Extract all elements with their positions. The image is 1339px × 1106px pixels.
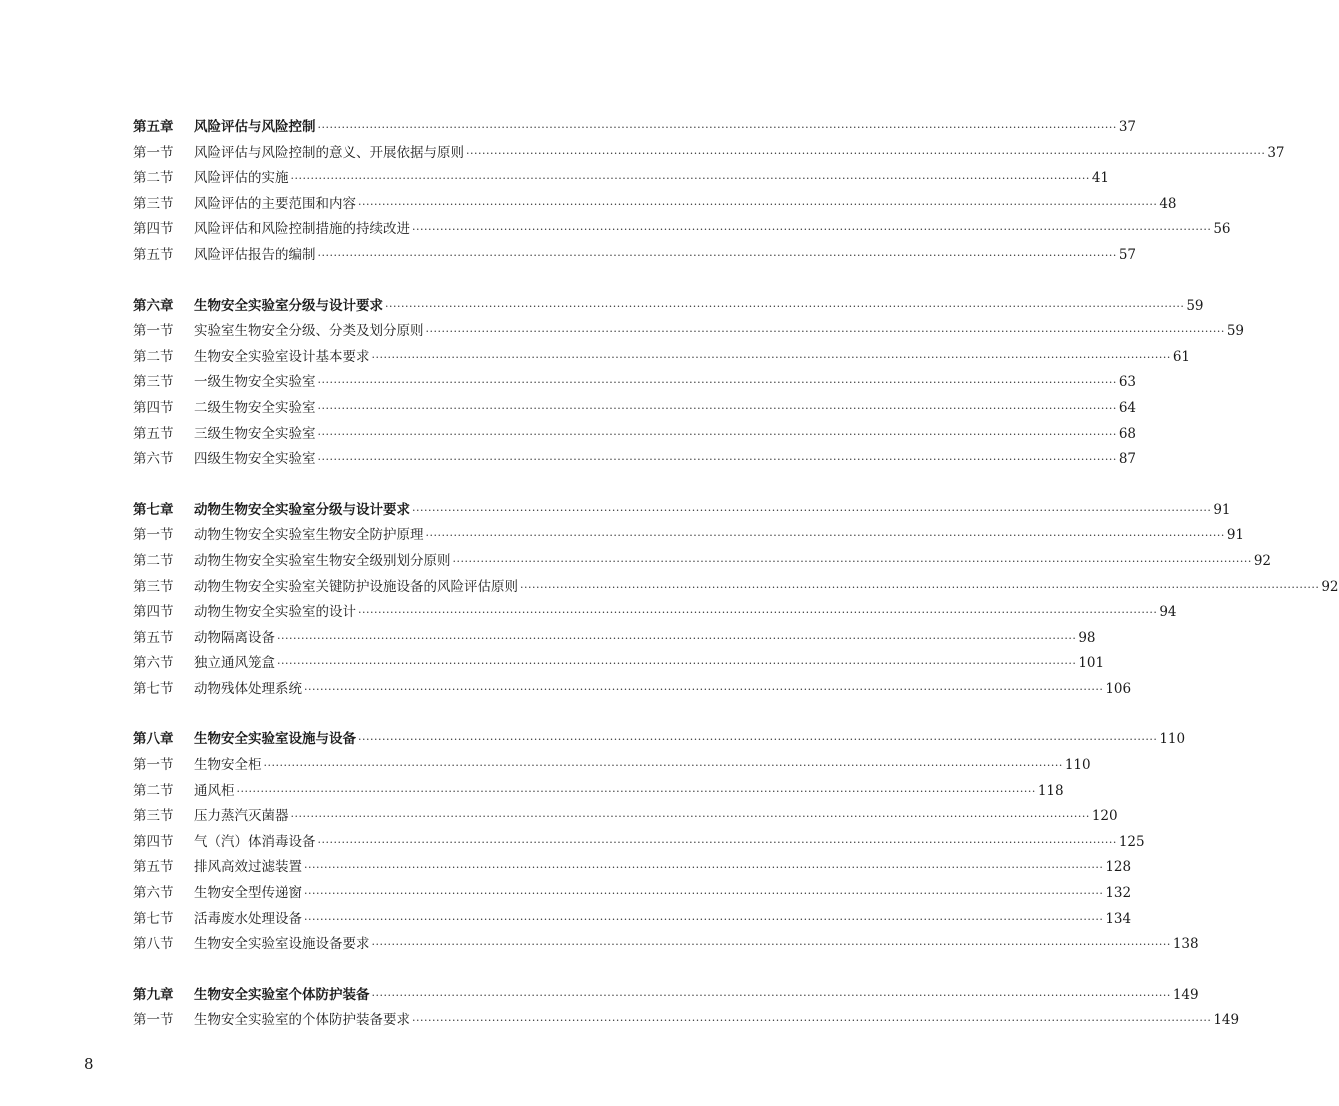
dot-leader: ········································································································································································································ [304, 912, 1104, 926]
page-reference: 120 [1091, 808, 1118, 825]
section-label: 第七节 [133, 910, 174, 927]
page-reference: 128 [1105, 859, 1132, 876]
dot-leader: ········································································································································································································ [452, 554, 1252, 568]
section-label: 第三节 [133, 374, 174, 391]
section-title: 活毒废水处理设备 [194, 910, 302, 927]
toc-section-entry[interactable] [133, 932, 1199, 958]
section-label: 第六节 [133, 655, 174, 672]
toc-section-entry[interactable] [133, 804, 1118, 830]
section-label: 第四节 [133, 833, 174, 850]
dot-leader: ········································································································································································································ [236, 784, 1036, 798]
section-label: 第三节 [133, 195, 174, 212]
dot-leader: ········································································································································································································ [317, 121, 1117, 134]
toc-chapter-entry[interactable] [133, 294, 1204, 320]
toc-section-entry[interactable] [133, 626, 1096, 652]
section-label: 第五节 [133, 629, 174, 646]
page-reference: 132 [1105, 885, 1132, 902]
chapter-title: 生物安全实验室分级与设计要求 [194, 297, 383, 314]
page-reference: 59 [1186, 297, 1204, 314]
chapter-title: 动物生物安全实验室分级与设计要求 [194, 501, 410, 518]
section-title: 排风高效过滤装置 [194, 859, 302, 876]
section-label: 第一节 [133, 323, 174, 340]
section-label: 第七节 [133, 680, 174, 697]
page-reference: 92 [1253, 552, 1272, 569]
chapter-title: 生物安全实验室设施与设备 [194, 731, 356, 748]
section-label: 第二节 [133, 782, 174, 799]
section-label: 第六节 [133, 451, 174, 468]
page-reference: 94 [1159, 604, 1177, 621]
section-label: 第四节 [133, 399, 174, 416]
section-label: 第四节 [133, 604, 174, 621]
section-label: 第五节 [133, 246, 174, 263]
section-title: 生物安全柜 [194, 757, 262, 774]
toc-section-entry[interactable] [133, 166, 1110, 192]
toc-section-entry[interactable] [133, 345, 1191, 371]
section-label: 第二节 [133, 170, 174, 187]
page-reference: 125 [1118, 833, 1145, 850]
page-reference: 64 [1118, 399, 1137, 416]
section-label: 第三节 [133, 808, 174, 825]
dot-leader: ········································································································································································································ [317, 401, 1117, 415]
chapter-block [133, 498, 1339, 703]
dot-leader: ········································································································································································································ [425, 325, 1225, 339]
chapter-label: 第五章 [133, 119, 174, 135]
dot-leader: ········································································································································································································ [520, 580, 1320, 594]
toc-section-entry[interactable] [133, 396, 1137, 422]
dot-leader: ········································································································································································································ [317, 248, 1117, 262]
page-reference: 91 [1226, 527, 1245, 544]
toc-section-entry[interactable] [133, 319, 1245, 345]
page-reference: 37 [1267, 144, 1285, 161]
toc-section-entry[interactable] [133, 575, 1339, 601]
section-label: 第一节 [133, 1012, 174, 1029]
toc-section-entry[interactable] [133, 881, 1132, 907]
section-title: 生物安全实验室设计基本要求 [194, 348, 370, 365]
page-reference: 118 [1037, 782, 1064, 799]
section-label: 第八节 [133, 936, 174, 953]
chapter-block [133, 294, 1245, 473]
section-title: 风险评估的主要范围和内容 [194, 195, 356, 212]
page-reference: 48 [1159, 195, 1177, 212]
section-title: 独立通风笼盒 [194, 655, 275, 672]
toc-section-entry[interactable] [133, 523, 1245, 549]
dot-leader: ········································································································································································································ [466, 146, 1266, 160]
section-title: 动物生物安全实验室生物安全防护原理 [194, 527, 424, 544]
section-title: 动物生物安全实验室关键防护设施设备的风险评估原则 [194, 578, 518, 595]
section-label: 第六节 [133, 885, 174, 902]
section-label: 第一节 [133, 527, 174, 544]
section-label: 第二节 [133, 348, 174, 365]
page-reference: 61 [1172, 348, 1191, 365]
section-title: 风险评估报告的编制 [194, 246, 316, 263]
page-reference: 57 [1118, 246, 1137, 263]
toc-chapter-entry[interactable] [133, 498, 1231, 524]
section-label: 第一节 [133, 144, 174, 161]
section-title: 生物安全型传递窗 [194, 885, 302, 902]
page-number: 8 [84, 1055, 94, 1073]
section-label: 第四节 [133, 221, 174, 238]
toc-section-entry[interactable] [133, 600, 1177, 626]
dot-leader: ········································································································································································································ [304, 887, 1104, 901]
page-reference: 41 [1091, 170, 1110, 187]
section-title: 通风柜 [194, 782, 235, 799]
toc-section-entry[interactable] [133, 370, 1137, 396]
toc-section-entry[interactable] [133, 1008, 1240, 1034]
dot-leader: ········································································································································································································ [317, 376, 1117, 390]
dot-leader: ········································································································································································································ [385, 299, 1185, 313]
page-reference: 106 [1105, 680, 1132, 697]
section-title: 动物残体处理系统 [194, 680, 302, 697]
toc-section-entry[interactable] [133, 677, 1132, 703]
dot-leader: ········································································································································································································ [358, 606, 1158, 620]
page-reference: 68 [1118, 425, 1137, 442]
section-title: 生物安全实验室的个体防护装备要求 [194, 1012, 410, 1029]
chapter-label: 第八章 [133, 731, 174, 748]
toc-section-entry[interactable] [133, 217, 1231, 243]
chapter-block [133, 727, 1199, 957]
chapter-title: 生物安全实验室个体防护装备 [194, 986, 370, 1003]
toc-section-entry[interactable] [133, 855, 1132, 881]
page-reference: 149 [1213, 1012, 1240, 1029]
dot-leader: ········································································································································································································ [277, 657, 1077, 671]
toc-section-entry[interactable] [133, 422, 1137, 448]
dot-leader: ········································································································································································································ [317, 427, 1117, 441]
dot-leader: ········································································································································································································ [412, 503, 1212, 517]
section-title: 一级生物安全实验室 [194, 374, 316, 391]
section-title: 四级生物安全实验室 [194, 451, 316, 468]
page-reference: 87 [1118, 451, 1137, 468]
section-title: 风险评估与风险控制的意义、开展依据与原则 [194, 144, 464, 161]
chapter-title: 风险评估与风险控制 [194, 119, 316, 135]
page-reference: 138 [1172, 936, 1199, 953]
dot-leader: ········································································································································································································ [263, 759, 1063, 773]
section-title: 三级生物安全实验室 [194, 425, 316, 442]
page-reference: 110 [1159, 731, 1186, 748]
toc-chapter-entry[interactable] [133, 727, 1186, 753]
section-title: 生物安全实验室设施设备要求 [194, 936, 370, 953]
dot-leader: ········································································································································································································ [317, 453, 1117, 467]
toc-section-entry[interactable] [133, 192, 1177, 218]
section-label: 第二节 [133, 552, 174, 569]
page-reference: 110 [1064, 757, 1091, 774]
dot-leader: ········································································································································································································ [304, 682, 1104, 696]
toc-chapter-entry[interactable] [133, 115, 1137, 141]
toc-section-entry[interactable] [133, 753, 1091, 779]
table-of-contents [133, 115, 1339, 1059]
chapter-block [133, 115, 1285, 269]
section-title: 实验室生物安全分级、分类及划分原则 [194, 323, 424, 340]
dot-leader: ········································································································································································································ [290, 810, 1090, 824]
dot-leader: ········································································································································································································ [371, 350, 1171, 364]
page-reference: 98 [1078, 629, 1096, 646]
section-title: 动物生物安全实验室生物安全级别划分原则 [194, 552, 451, 569]
dot-leader: ········································································································································································································ [412, 1014, 1212, 1028]
dot-leader: ········································································································································································································ [371, 988, 1171, 1002]
dot-leader: ········································································································································································································ [290, 172, 1090, 186]
section-label: 第一节 [133, 757, 174, 774]
toc-section-entry[interactable] [133, 549, 1272, 575]
toc-section-entry[interactable] [133, 907, 1132, 933]
page-reference: 56 [1213, 221, 1231, 238]
dot-leader: ········································································································································································································ [425, 529, 1225, 543]
toc-section-entry[interactable] [133, 830, 1145, 856]
page-reference: 134 [1105, 910, 1132, 927]
toc-section-entry[interactable] [133, 651, 1105, 677]
dot-leader: ········································································································································································································ [371, 938, 1171, 952]
chapter-block [133, 983, 1240, 1034]
dot-leader: ········································································································································································································ [304, 861, 1104, 875]
chapter-label: 第六章 [133, 297, 174, 314]
toc-section-entry[interactable] [133, 243, 1137, 269]
page-reference: 59 [1226, 323, 1245, 340]
dot-leader: ········································································································································································································ [317, 835, 1117, 849]
section-title: 气（汽）体消毒设备 [194, 833, 316, 850]
section-label: 第三节 [133, 578, 174, 595]
dot-leader: ········································································································································································································ [358, 733, 1158, 747]
section-label: 第五节 [133, 425, 174, 442]
dot-leader: ········································································································································································································ [412, 223, 1212, 237]
toc-section-entry[interactable] [133, 141, 1285, 167]
toc-chapter-entry[interactable] [133, 983, 1199, 1009]
page-reference: 91 [1213, 501, 1231, 518]
section-title: 动物生物安全实验室的设计 [194, 604, 356, 621]
section-title: 风险评估和风险控制措施的持续改进 [194, 221, 410, 238]
section-title: 二级生物安全实验室 [194, 399, 316, 416]
dot-leader: ········································································································································································································ [358, 197, 1158, 211]
chapter-label: 第九章 [133, 986, 174, 1003]
section-title: 风险评估的实施 [194, 170, 289, 187]
section-label: 第五节 [133, 859, 174, 876]
page-reference: 37 [1118, 119, 1137, 135]
section-title: 动物隔离设备 [194, 629, 275, 646]
page-reference: 149 [1172, 986, 1199, 1003]
page-reference: 101 [1078, 655, 1105, 672]
toc-section-entry[interactable] [133, 447, 1137, 473]
chapter-label: 第七章 [133, 501, 174, 518]
dot-leader: ········································································································································································································ [277, 631, 1077, 645]
page-reference: 92 [1321, 578, 1339, 595]
toc-section-entry[interactable] [133, 779, 1064, 805]
section-title: 压力蒸汽灭菌器 [194, 808, 289, 825]
page-reference: 63 [1118, 374, 1137, 391]
